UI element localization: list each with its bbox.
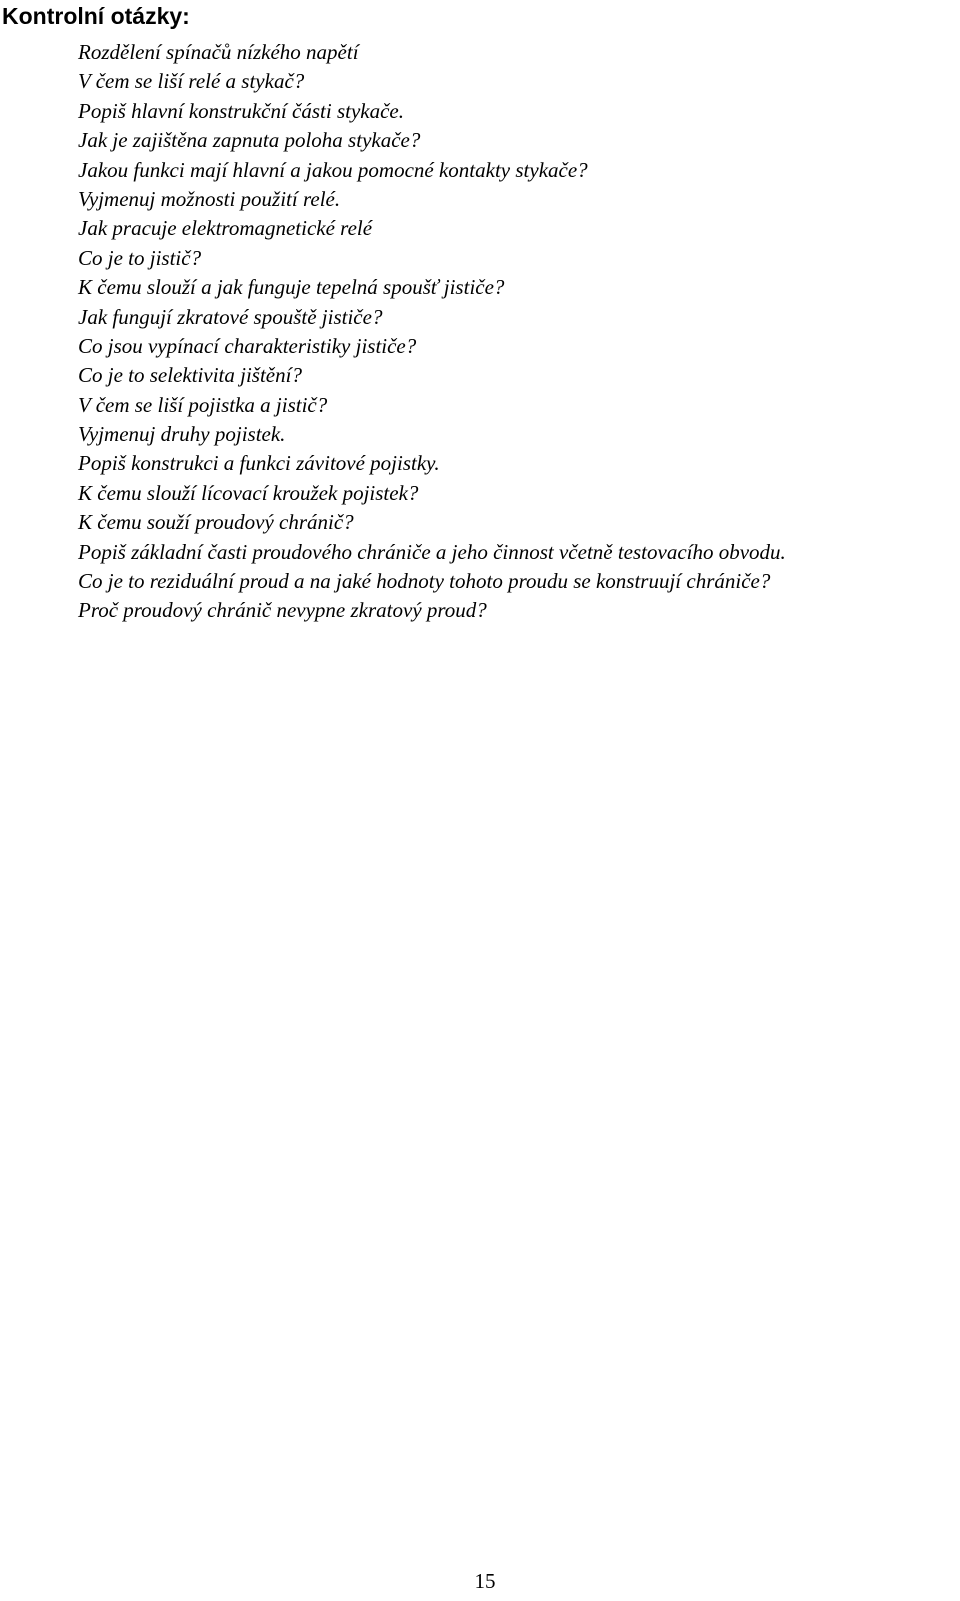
question-text: Rozdělení spínačů nízkého napětí	[78, 40, 359, 64]
question-text: V čem se liší relé a stykač?	[78, 69, 305, 94]
question-text: V čem se liší pojistka a jistič?	[78, 392, 328, 417]
question-text: Popiš základní časti proudového chrániče a jeho činnost včetně testovacího obvodu.	[78, 539, 786, 564]
question-text: K čemu slouží a jak funguje tepelná spoušť jističe?	[78, 275, 505, 300]
question-text: Popiš hlavní konstrukční části stykače.	[78, 98, 405, 123]
page-title: Kontrolní otázky:	[2, 3, 190, 29]
question-text: Jak je zajištěna zapnuta poloha stykače?	[78, 128, 421, 153]
question-text: Jak pracuje elektromagnetické relé	[78, 216, 373, 241]
question-text: K čemu souží proudový chránič?	[78, 510, 354, 535]
question-text: Vyjmenuj možnosti použití relé.	[78, 186, 341, 211]
question-text: Proč proudový chránič nevypne zkratový proud?	[78, 598, 487, 623]
question-text: Co je to selektivita jištění?	[78, 363, 302, 388]
question-text: Popiš konstrukci a funkci závitové pojistky.	[78, 451, 440, 476]
question-text: Co je to reziduální proud a na jaké hodnoty tohoto proudu se konstruují chrániče?	[78, 569, 771, 594]
question-text: Jakou funkci mají hlavní a jakou pomocné kontakty stykače?	[78, 157, 588, 182]
question-text: Co je to jistič?	[78, 245, 202, 270]
page-number: 15	[474, 1569, 496, 1593]
question-text: Vyjmenuj druhy pojistek.	[78, 422, 286, 447]
question-text: K čemu slouží lícovací kroužek pojistek?	[78, 480, 419, 505]
question-text: Jak fungují zkratové spouště jističe?	[78, 304, 383, 329]
question-text: Co jsou vypínací charakteristiky jističe?	[78, 333, 417, 358]
